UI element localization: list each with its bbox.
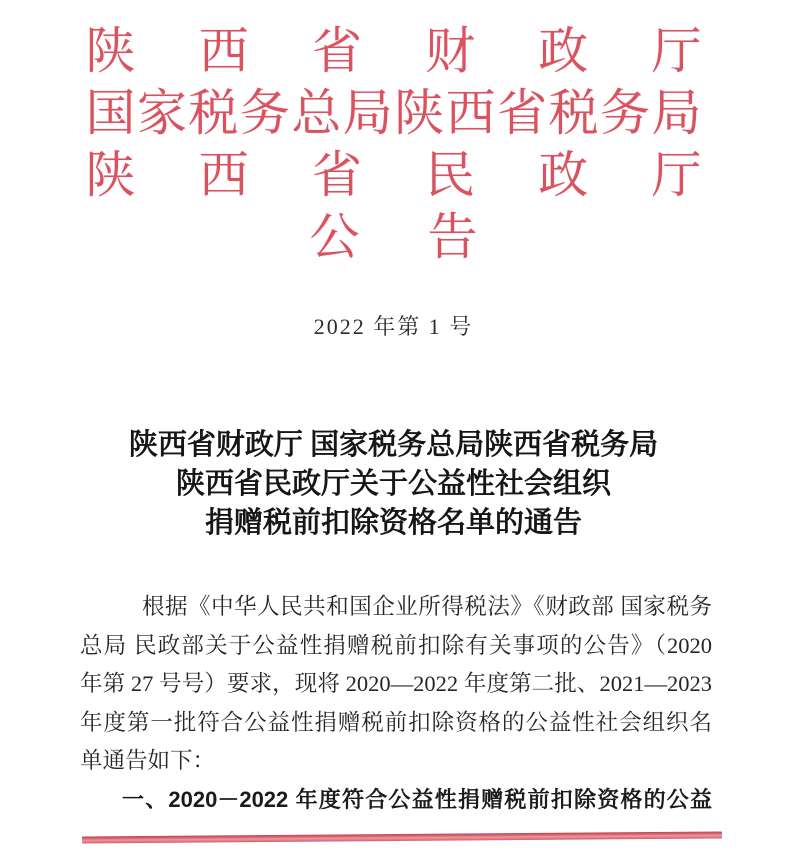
agency-line-finance-dept: 陕 西 省 财 政 厅 — [85, 23, 702, 79]
doc-title-line-3: 捐赠税前扣除资格名单的通告 — [204, 507, 582, 539]
body-section-heading-1: 一、2020－2022 年度符合公益性捐赠税前扣除资格的公益 — [122, 786, 712, 812]
announcement-label: 公 告 — [309, 209, 478, 265]
body-line-4: 年度第一批符合公益性捐赠税前扣除资格的公益性社会组织名 — [80, 709, 712, 735]
doc-body — [0, 588, 787, 819]
agency-line-tax-bureau: 国 家 税 务 总 局 陕 西 省 税 务 局 — [85, 85, 702, 141]
body-line-1: 根据《中华人民共和国企业所得税法》《财政部 国家税务 — [142, 594, 712, 619]
doc-title-line-1: 陕西省财政厅 国家税务总局陕西省税务局 — [128, 429, 659, 461]
body-line-3: 年第 27 号号）要求，现将 2020—2022 年度第二批、2021—2023 — [80, 671, 712, 696]
body-line-5: 单通告如下： — [80, 748, 216, 773]
doc-number: 2022 年第 1 号 — [313, 314, 474, 339]
agency-line-civil-affairs-dept: 陕 西 省 民 政 厅 — [85, 147, 702, 203]
doc-title-line-2: 陕西省民政厅关于公益性社会组织 — [175, 468, 611, 500]
doc-title — [0, 426, 787, 543]
body-line-2: 总局 民政部关于公益性捐赠税前扣除有关事项的公告》（2020 — [80, 632, 712, 658]
agency-header — [86, 20, 702, 268]
red-divider-line — [82, 831, 722, 843]
